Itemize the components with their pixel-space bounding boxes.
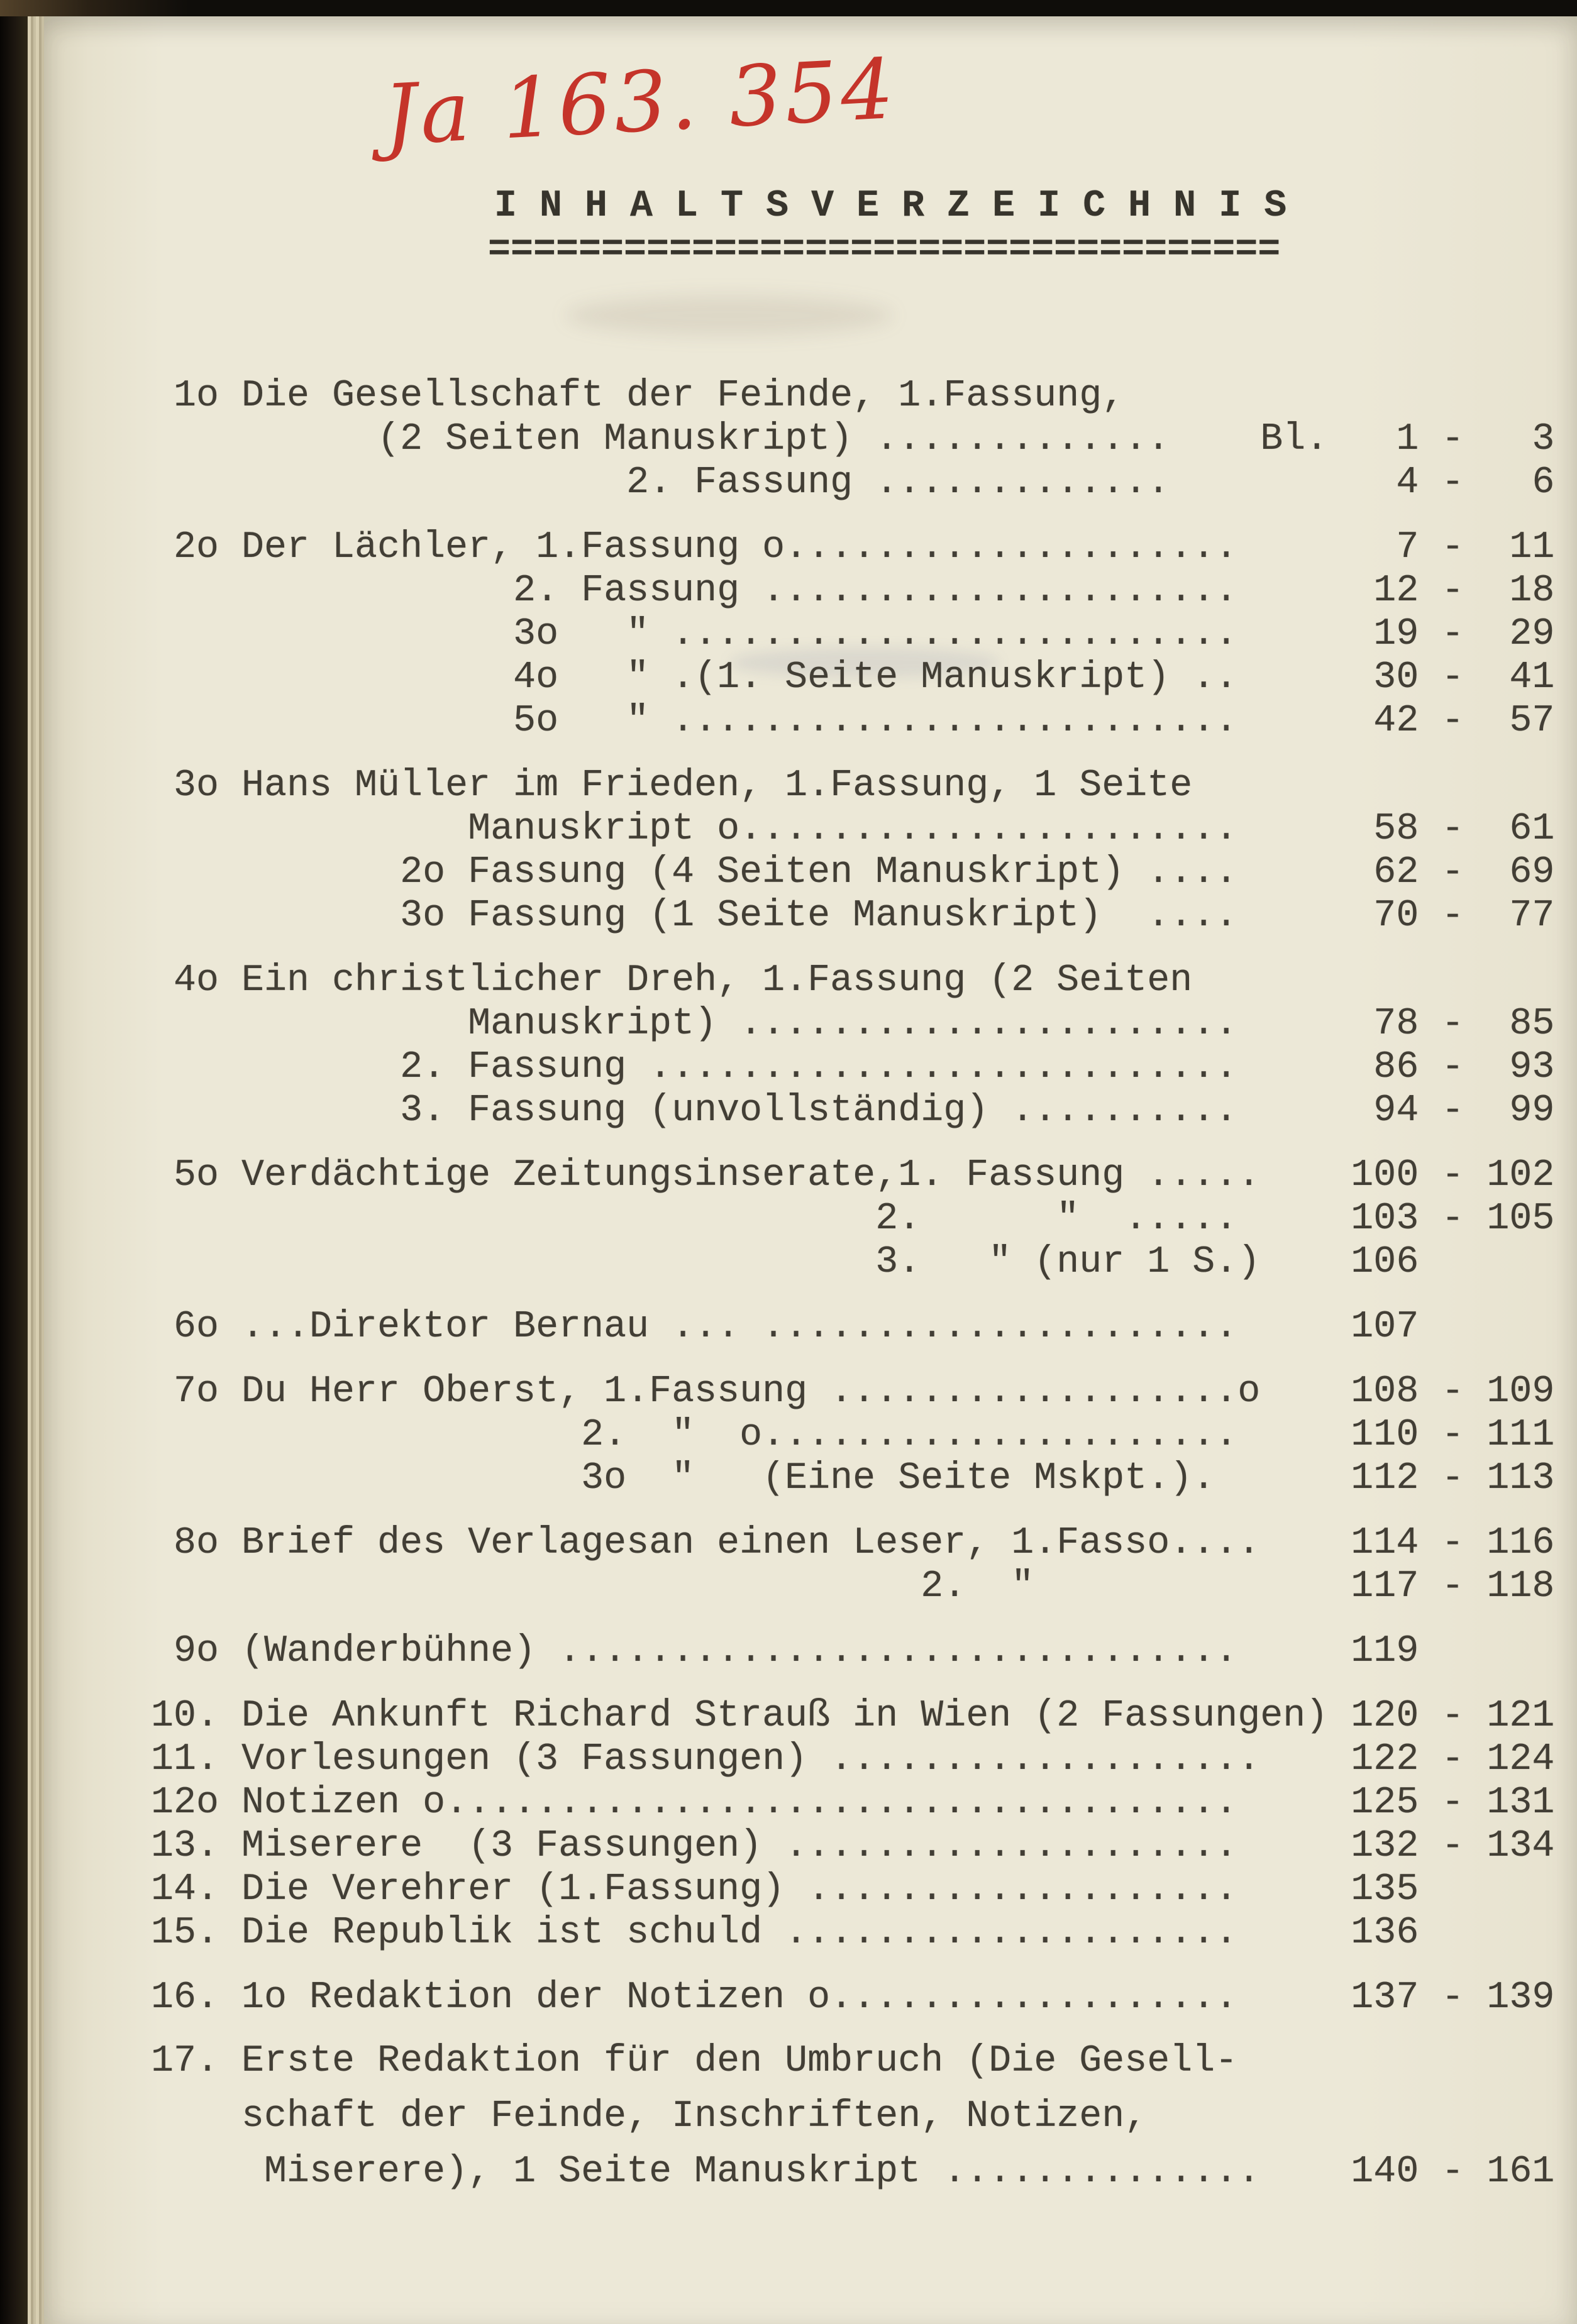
toc-line-text: 2. Fassung .............	[151, 461, 1170, 504]
toc-line-text: 1o Die Gesellschaft der Feinde, 1.Fassung,	[151, 375, 1125, 417]
toc-line	[151, 764, 1554, 808]
toc-entry-8	[151, 1522, 1554, 1609]
toc-line	[151, 1630, 1554, 1673]
toc-entry-5	[151, 1154, 1554, 1284]
toc-line-text: Manuskript) ......................	[151, 1003, 1238, 1045]
toc-line-text: 13. Miserere (3 Fassungen) ....................	[151, 1825, 1238, 1868]
toc-line	[151, 1825, 1554, 1868]
toc-line-text: 2. Fassung .....................	[151, 570, 1238, 612]
toc-entry-2	[151, 526, 1554, 743]
toc-entry-10	[151, 1695, 1554, 1955]
toc-line-pages: 122 - 124	[1260, 1738, 1555, 1781]
toc-line-text: 2. "	[151, 1565, 1034, 1608]
toc-line-text: 12o Notizen o...................................	[151, 1782, 1238, 1824]
toc-line-text: 3o Hans Müller im Frieden, 1.Fassung, 1 Seite	[151, 764, 1193, 807]
toc-line-pages: 58 - 61	[1260, 808, 1555, 851]
toc-line-pages: 114 - 116	[1260, 1522, 1555, 1565]
toc-line-pages: 135	[1260, 1868, 1555, 1911]
scan-smudge	[566, 295, 893, 336]
toc-line-text: 9o (Wanderbühne) ..............................	[151, 1630, 1238, 1673]
toc-line-text: 2. Fassung ..........................	[151, 1046, 1238, 1089]
toc-line-pages: 108 - 109	[1260, 1370, 1555, 1413]
toc-line-text: 2o Fassung (4 Seiten Manuskript) ....	[151, 851, 1238, 894]
page-edge-stack	[28, 5, 44, 2324]
toc-line	[151, 1089, 1554, 1133]
toc-line-text: 3o Fassung (1 Seite Manuskript) ....	[151, 895, 1238, 937]
toc-line	[151, 570, 1554, 613]
toc-line	[151, 2144, 1554, 2200]
toc-line	[151, 375, 1554, 418]
toc-line	[151, 1738, 1554, 1782]
toc-line-text: 2o Der Lächler, 1.Fassung o....................	[151, 526, 1238, 569]
toc-line-text: 10. Die Ankunft Richard Strauß in Wien (2 Fassungen)	[151, 1695, 1329, 1737]
toc-line	[151, 1695, 1554, 1738]
toc-line-pages: 132 - 134	[1260, 1825, 1555, 1868]
toc-line-pages: 112 - 113	[1260, 1457, 1555, 1500]
toc-entry-11	[151, 1976, 1554, 2020]
toc-line-pages: 106	[1260, 1241, 1555, 1284]
toc-line-text: 5o " .........................	[151, 700, 1238, 742]
toc-line-text: 2. " o.....................	[151, 1414, 1238, 1457]
toc-line	[151, 808, 1554, 851]
toc-line	[151, 461, 1554, 505]
toc-line-pages: 136	[1260, 1912, 1555, 1954]
toc-line	[151, 613, 1554, 656]
toc-line-text: 11. Vorlesungen (3 Fassungen) ...................	[151, 1738, 1261, 1781]
toc-line	[151, 959, 1554, 1003]
toc-line-pages: 140 - 161	[1260, 2151, 1555, 2193]
toc-line-pages: 107	[1260, 1306, 1555, 1348]
toc-line-text: 14. Die Verehrer (1.Fassung) ...................	[151, 1868, 1238, 1911]
table-of-contents	[151, 375, 1554, 2200]
toc-entry-6	[151, 1306, 1554, 1349]
toc-line-pages: 42 - 57	[1260, 700, 1555, 742]
toc-line-pages: 4 - 6	[1260, 461, 1555, 504]
book-spine	[0, 0, 28, 2324]
page-title: I N H A L T S V E R Z E I C H N I S	[494, 185, 1287, 228]
toc-line-text: 4o Ein christlicher Dreh, 1.Fassung (2 Seiten	[151, 959, 1193, 1002]
toc-line	[151, 895, 1554, 938]
toc-line-text: 3o " (Eine Seite Mskpt.).	[151, 1457, 1215, 1500]
toc-line	[151, 1046, 1554, 1089]
toc-line	[151, 1370, 1554, 1414]
toc-entry-7	[151, 1370, 1554, 1501]
toc-line	[151, 1976, 1554, 2020]
toc-line-pages: 86 - 93	[1260, 1046, 1555, 1089]
toc-line-text: Manuskript o......................	[151, 808, 1238, 851]
toc-line-pages: 19 - 29	[1260, 613, 1555, 656]
toc-entry-1	[151, 375, 1554, 505]
toc-line	[151, 1414, 1554, 1457]
toc-line-pages: 94 - 99	[1260, 1089, 1555, 1132]
toc-line	[151, 1565, 1554, 1609]
toc-line	[151, 1306, 1554, 1349]
title-underline: ===================================	[488, 229, 1281, 272]
toc-line	[151, 656, 1554, 700]
toc-line-pages: 70 - 77	[1260, 895, 1555, 937]
toc-line	[151, 1198, 1554, 1241]
toc-entry-3	[151, 764, 1554, 938]
toc-line	[151, 1241, 1554, 1284]
toc-line-text: 17. Erste Redaktion für den Umbruch (Die Gesell-	[151, 2040, 1238, 2083]
toc-line	[151, 851, 1554, 895]
toc-line	[151, 526, 1554, 570]
toc-line-pages: 12 - 18	[1260, 570, 1555, 612]
toc-line-pages: Bl. 1 - 3	[1260, 418, 1555, 461]
toc-entry-12	[151, 2034, 1554, 2200]
toc-line	[151, 1457, 1554, 1501]
toc-line	[151, 1522, 1554, 1565]
toc-line-pages: 103 - 105	[1260, 1198, 1555, 1240]
toc-line	[151, 1868, 1554, 1912]
toc-line-pages: 120 - 121	[1260, 1695, 1555, 1737]
catalog-number-handwritten: Ja 163. 354	[381, 40, 899, 165]
toc-line-text: 3. Fassung (unvollständig) ..........	[151, 1089, 1238, 1132]
toc-line-text: (2 Seiten Manuskript) .............	[151, 418, 1170, 461]
toc-line-pages: 78 - 85	[1260, 1003, 1555, 1045]
toc-line-text: 3o " .........................	[151, 613, 1238, 656]
toc-line-text: 4o " .(1. Seite Manuskript) ..	[151, 656, 1238, 699]
toc-line	[151, 1912, 1554, 1955]
toc-line-text: 7o Du Herr Oberst, 1.Fassung ..................o	[151, 1370, 1261, 1413]
toc-line-pages: 7 - 11	[1260, 526, 1555, 569]
toc-line	[151, 1782, 1554, 1825]
toc-line	[151, 2034, 1554, 2089]
toc-line-pages: 117 - 118	[1260, 1565, 1555, 1608]
toc-line-text: 5o Verdächtige Zeitungsinserate,1. Fassung .....	[151, 1154, 1261, 1197]
toc-line-text: 8o Brief des Verlagesan einen Leser, 1.Fasso....	[151, 1522, 1261, 1565]
toc-line-pages: 62 - 69	[1260, 851, 1555, 894]
toc-line-pages: 119	[1260, 1630, 1555, 1673]
toc-line-pages: 137 - 139	[1260, 1976, 1555, 2019]
toc-line-pages: 30 - 41	[1260, 656, 1555, 699]
toc-line	[151, 700, 1554, 743]
toc-line-text: 16. 1o Redaktion der Notizen o..................	[151, 1976, 1238, 2019]
toc-line-pages: 125 - 131	[1260, 1782, 1555, 1824]
toc-line-pages: 100 - 102	[1260, 1154, 1555, 1197]
toc-line	[151, 1154, 1554, 1198]
toc-line	[151, 2089, 1554, 2144]
toc-line-text: schaft der Feinde, Inschriften, Notizen,	[151, 2095, 1148, 2138]
toc-entry-4	[151, 959, 1554, 1133]
toc-entry-9	[151, 1630, 1554, 1673]
book-edge-top	[0, 0, 1577, 16]
toc-line	[151, 418, 1554, 461]
toc-line-text: Miserere), 1 Seite Manuskript ..............	[151, 2151, 1261, 2193]
toc-line-text: 3. " (nur 1 S.)	[151, 1241, 1261, 1284]
toc-line-text: 6o ...Direktor Bernau ... .....................	[151, 1306, 1238, 1348]
toc-line-text: 15. Die Republik ist schuld ....................	[151, 1912, 1238, 1954]
toc-line	[151, 1003, 1554, 1046]
toc-line-text: 2. " .....	[151, 1198, 1238, 1240]
toc-line-pages: 110 - 111	[1260, 1414, 1555, 1457]
